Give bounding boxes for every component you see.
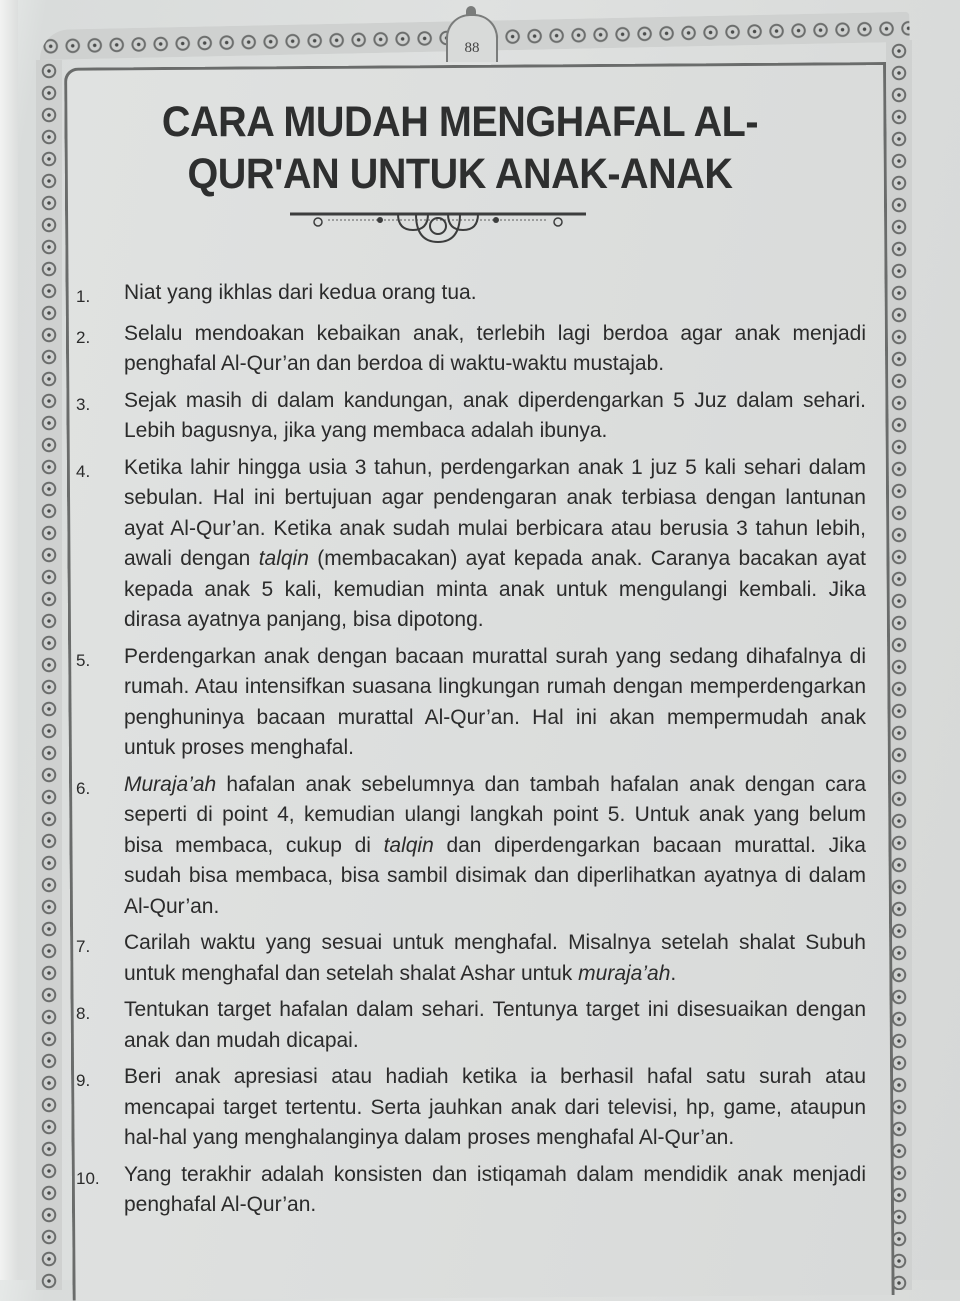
numbered-list: [76, 278, 866, 1227]
list-item-text: [124, 386, 866, 447]
list-item-text: [124, 319, 866, 380]
text-segment: Carilah waktu yang sesuai untuk menghafal. Misalnya setelah shalat Subuh untuk menghafal dan setelah shalat Ashar untuk: [124, 931, 866, 985]
text-segment: Perdengarkan anak dengan bacaan murattal surah yang sedang dihafalnya di rumah. Atau intensifkan suasana lingkungan rumah dengan memperdengarkan penghuninya bacaan murattal Al-Qur’an. Hal ini akan mempermudah anak untuk proses menghafal.: [124, 644, 866, 759]
list-item-number: 4.: [76, 461, 91, 481]
floral-border-left: [36, 60, 62, 1290]
list-item: [76, 1062, 866, 1154]
text-segment: Tentukan target hafalan dalam sehari. Tentunya target ini disesuaikan dengan anak dan mudah dicapai.: [124, 998, 866, 1052]
list-item-text: [124, 453, 866, 636]
list-item: [76, 1160, 866, 1221]
title-line-2: QUR'AN UNTUK ANAK-ANAK: [187, 150, 733, 198]
text-segment: .: [670, 961, 677, 985]
list-item: [76, 995, 866, 1056]
list-item: [76, 928, 866, 989]
text-segment: Yang terakhir adalah konsisten dan istiqamah dalam mendidik anak menjadi penghafal Al-Qur’an.: [124, 1162, 866, 1216]
text-segment: Selalu mendoakan kebaikan anak, terlebih lagi berdoa agar anak menjadi penghafal Al-Qur’an dan berdoa di waktu-waktu mustajab.: [124, 321, 866, 375]
italic-term: Muraja’ah: [124, 772, 217, 796]
list-item: [76, 278, 866, 313]
text-segment: dan diperdengarkan bacaan murattal. Jika sudah bisa membaca, bisa sambil disimak dan diperlihatkan ayatnya di dalam Al-Qur’an.: [124, 833, 866, 918]
list-item-text: [124, 928, 866, 989]
text-segment: Niat yang ikhlas dari kedua orang tua.: [124, 281, 477, 304]
text-segment: Beri anak apresiasi atau hadiah ketika ia berhasil hafal satu surah atau mencapai target tertentu. Serta jauhkan anak dari televisi, hp, game, ataupun hal-hal yang menghalanginya dalam proses menghafal Al-Qur’an.: [124, 1065, 866, 1149]
list-item-number: 1.: [76, 287, 91, 306]
list-item-number: 10.: [76, 1168, 100, 1188]
page-number: 88: [464, 40, 480, 56]
italic-term: muraja’ah: [578, 961, 671, 985]
page-edge: [0, 0, 18, 1280]
text-segment: (membacakan) ayat kepada anak. Caranya bacakan ayat kepada anak 5 kali, kemudian minta anak untuk mengulangi kembali. Jika dirasa ayatnya panjang, bisa dipotong.: [124, 547, 866, 631]
list-item-text: [124, 1062, 866, 1154]
page-number-ornament: [446, 14, 498, 62]
text-segment: Ketika lahir hingga usia 3 tahun, perdengarkan anak 1 juz 5 kali sehari dalam sebulan. Hal ini bertujuan agar pendengaran anak terbiasa dengan lantunan ayat Al-Qur’an. Ketika anak sudah mulai berbicara atau berusia 3 tahun lebih, awali dengan: [124, 455, 866, 570]
title-line-1: CARA MUDAH MENGHAFAL AL-: [161, 98, 759, 146]
list-item-text: [124, 770, 866, 923]
list-item-number: 6.: [76, 778, 91, 798]
list-item-text: [124, 995, 866, 1056]
page-title: [138, 96, 782, 200]
list-item-number: 7.: [76, 937, 91, 956]
list-item: [76, 642, 866, 764]
list-item: [76, 770, 866, 923]
italic-term: talqin: [258, 547, 309, 570]
ornament-finial-icon: [466, 6, 476, 16]
list-item: [76, 386, 866, 447]
list-item-text: [124, 278, 866, 313]
list-item-number: 8.: [76, 1004, 91, 1023]
list-item-number: 3.: [76, 394, 91, 414]
italic-term: talqin: [383, 833, 434, 857]
list-item-text: [124, 1160, 866, 1221]
ornamental-divider-icon: [288, 208, 588, 244]
list-item-number: 5.: [76, 650, 91, 670]
text-segment: hafalan anak sebelumnya dan tambah hafalan anak dengan cara seperti di point 4, kemudian ulangi langkah point 5. Untuk anak yang belum bisa membaca, cukup di: [124, 772, 866, 857]
list-item-number: 2.: [76, 327, 91, 347]
list-item: [76, 319, 866, 380]
list-item: [76, 453, 866, 636]
list-item-number: 9.: [76, 1071, 91, 1090]
text-segment: Sejak masih di dalam kandungan, anak diperdengarkan 5 Juz dalam sehari. Lebih bagusnya, jika yang membaca adalah ibunya.: [124, 388, 866, 442]
list-item-text: [124, 642, 866, 764]
